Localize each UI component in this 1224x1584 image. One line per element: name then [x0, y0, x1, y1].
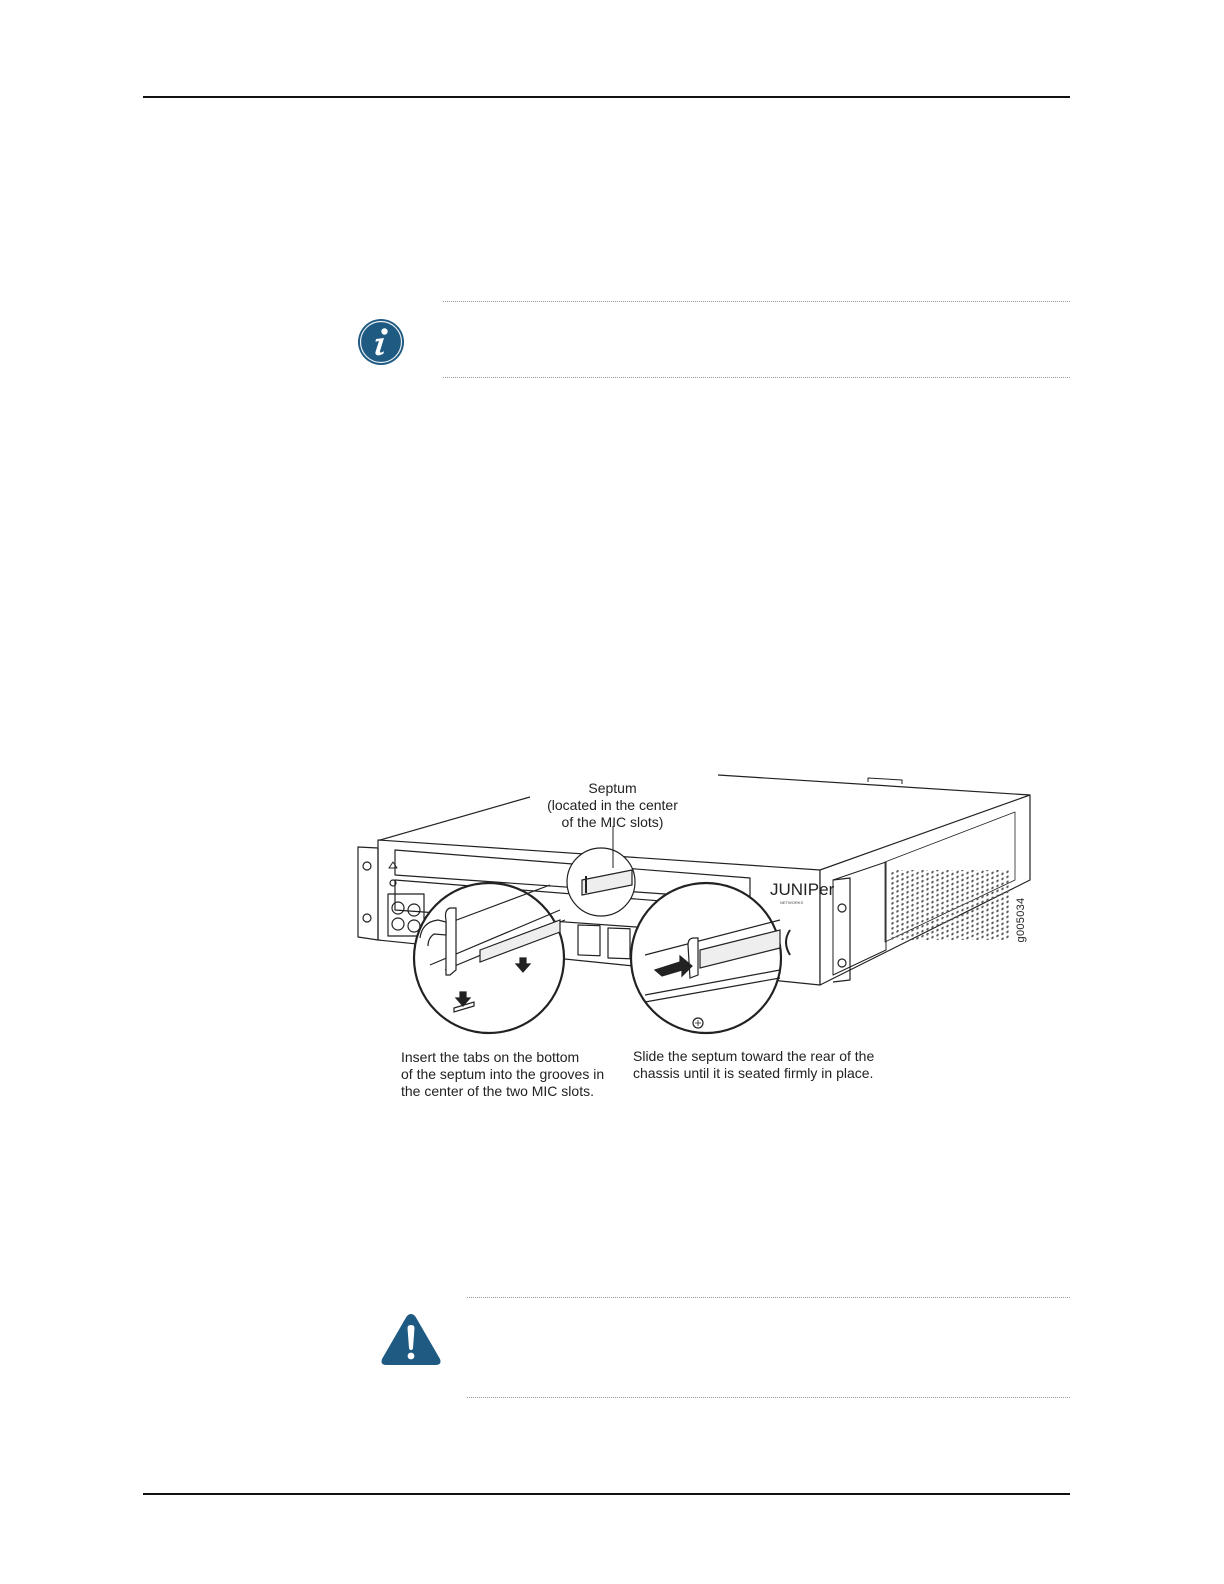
svg-text:NETWORKS: NETWORKS — [780, 900, 804, 905]
septum-label-line-1: Septum — [588, 780, 637, 796]
left-step-caption — [401, 1049, 604, 1100]
left-caption-line-1: Insert the tabs on the bottom — [401, 1049, 580, 1065]
septum-label-line-3: of the MIC slots) — [561, 814, 664, 830]
footer-rule — [143, 1493, 1070, 1495]
note-top-divider — [443, 301, 1070, 302]
left-caption-line-2: of the septum into the grooves in — [401, 1066, 605, 1082]
septum-label — [540, 780, 685, 831]
brand-logo: JUNIPer — [770, 880, 835, 899]
right-step-caption — [633, 1048, 874, 1082]
septum-installation-figure — [350, 770, 1050, 1045]
chassis-illustration — [350, 770, 1050, 1045]
header-rule — [143, 96, 1070, 98]
septum-label-line-2: (located in the center — [547, 797, 678, 813]
right-caption-line-1: Slide the septum toward the rear of the — [633, 1048, 875, 1064]
info-icon — [357, 318, 405, 366]
caution-bottom-divider — [467, 1397, 1070, 1398]
right-caption-line-2: chassis until it is seated firmly in place. — [633, 1065, 874, 1081]
figure-id: g005034 — [1015, 897, 1027, 943]
caution-top-divider — [467, 1297, 1070, 1298]
warning-triangle-icon — [380, 1312, 442, 1367]
note-bottom-divider — [443, 377, 1070, 378]
left-caption-line-3: the center of the two MIC slots. — [401, 1083, 594, 1099]
